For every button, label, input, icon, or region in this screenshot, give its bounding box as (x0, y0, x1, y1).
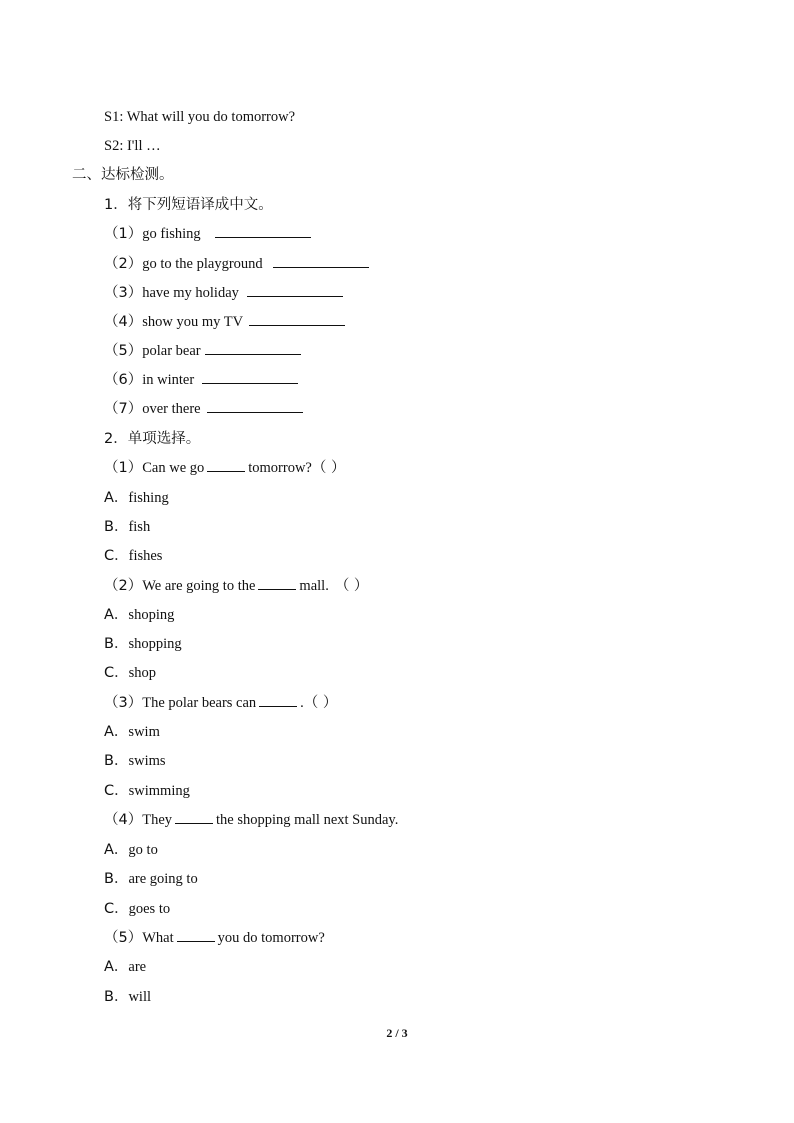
phrase-item (104, 342, 301, 360)
question-blank[interactable] (259, 694, 297, 707)
option-text: shop (128, 665, 157, 681)
phrase-text: have my holiday (142, 285, 239, 301)
item-number: （7） (104, 401, 143, 417)
option-text: will (128, 989, 152, 1005)
item-number: （6） (104, 372, 143, 388)
option-text: swim (128, 724, 160, 740)
answer-blank[interactable] (273, 255, 369, 268)
option-label: A． (104, 959, 129, 975)
question-text: tomorrow? (248, 460, 312, 476)
answer-blank[interactable] (202, 371, 298, 384)
option[interactable] (104, 606, 174, 624)
option-label: B． (104, 636, 129, 652)
option-text: fishes (128, 548, 163, 564)
option-label: A． (104, 490, 129, 506)
question-4 (104, 811, 398, 829)
option-label: B． (104, 989, 129, 1005)
option-text: swims (128, 753, 166, 769)
answer-blank[interactable] (249, 313, 345, 326)
option[interactable] (104, 635, 182, 653)
option-text: fishing (128, 490, 169, 506)
option-label: C． (104, 665, 129, 681)
phrase-text: go fishing (142, 226, 201, 242)
question-number: （5） (104, 930, 143, 946)
question-text: you do tomorrow? (217, 930, 325, 946)
option[interactable] (104, 870, 198, 888)
question-text: the shopping mall next Sunday. (216, 812, 399, 828)
option[interactable] (104, 900, 170, 918)
option[interactable] (104, 841, 158, 859)
option[interactable] (104, 752, 166, 770)
answer-parentheses[interactable]: （ ） (311, 460, 346, 476)
option-text: go to (128, 842, 158, 858)
option-label: A． (104, 607, 129, 623)
question-text: They (142, 812, 173, 828)
question-number: （2） (104, 578, 143, 594)
question-text: . (300, 695, 304, 711)
phrase-item (104, 284, 343, 302)
section-title: 二、达标检测。 (72, 167, 174, 183)
phrase-item (104, 313, 345, 331)
question-blank[interactable] (207, 459, 245, 472)
dialogue-s1: S1: What will you do tomorrow? (104, 109, 296, 125)
phrase-text: polar bear (142, 343, 201, 359)
option[interactable] (104, 489, 169, 507)
question-text: What (142, 930, 174, 946)
phrase-text: over there (142, 401, 201, 417)
option-label: B． (104, 519, 129, 535)
phrase-text: in winter (142, 372, 195, 388)
option-label: A． (104, 724, 129, 740)
option-text: fish (128, 519, 151, 535)
question-text: Can we go (142, 460, 205, 476)
question-2 (104, 577, 368, 595)
answer-parentheses[interactable]: （ ） (303, 695, 338, 711)
option[interactable] (104, 782, 190, 800)
phrase-item (104, 400, 303, 418)
question-number: （3） (104, 695, 143, 711)
answer-parentheses[interactable]: （ ） (334, 578, 369, 594)
option[interactable] (104, 958, 146, 976)
option[interactable] (104, 988, 151, 1006)
question-number: （4） (104, 812, 143, 828)
option-text: are (128, 959, 147, 975)
option[interactable] (104, 518, 150, 536)
option-text: swimming (128, 783, 190, 799)
item-number: （4） (104, 314, 143, 330)
answer-blank[interactable] (205, 342, 301, 355)
option-text: goes to (128, 901, 171, 917)
page-number: 2 / 3 (386, 1026, 408, 1040)
question-text: The polar bears can (142, 695, 257, 711)
dialogue-s2: S2: I'll … (104, 138, 161, 154)
question-text: mall. (299, 578, 329, 594)
question-blank[interactable] (175, 811, 213, 824)
question-1 (104, 459, 345, 477)
option-label: C． (104, 548, 129, 564)
item-number: （1） (104, 226, 143, 242)
option-label: A． (104, 842, 129, 858)
phrase-text: go to the playground (142, 256, 263, 272)
answer-blank[interactable] (247, 284, 343, 297)
option-text: shoping (128, 607, 175, 623)
phrase-text: show you my TV (142, 314, 244, 330)
question-3 (104, 694, 337, 712)
option[interactable] (104, 723, 160, 741)
question-number: （1） (104, 460, 143, 476)
question-blank[interactable] (177, 929, 215, 942)
question-5 (104, 929, 325, 947)
answer-blank[interactable] (215, 225, 311, 238)
option-label: B． (104, 871, 129, 887)
option-label: C． (104, 783, 129, 799)
phrase-item (104, 255, 369, 273)
option-text: shopping (128, 636, 182, 652)
part1-title: 1．将下列短语译成中文。 (104, 197, 273, 213)
option-text: are going to (128, 871, 198, 887)
item-number: （3） (104, 285, 143, 301)
phrase-item (104, 371, 298, 389)
part2-title: 2．单项选择。 (104, 431, 201, 447)
answer-blank[interactable] (207, 400, 303, 413)
option[interactable] (104, 664, 156, 682)
option-label: B． (104, 753, 129, 769)
item-number: （2） (104, 256, 143, 272)
question-text: We are going to the (142, 578, 256, 594)
option-label: C． (104, 901, 129, 917)
item-number: （5） (104, 343, 143, 359)
question-blank[interactable] (258, 577, 296, 590)
option[interactable] (104, 547, 162, 565)
phrase-item (104, 225, 311, 243)
